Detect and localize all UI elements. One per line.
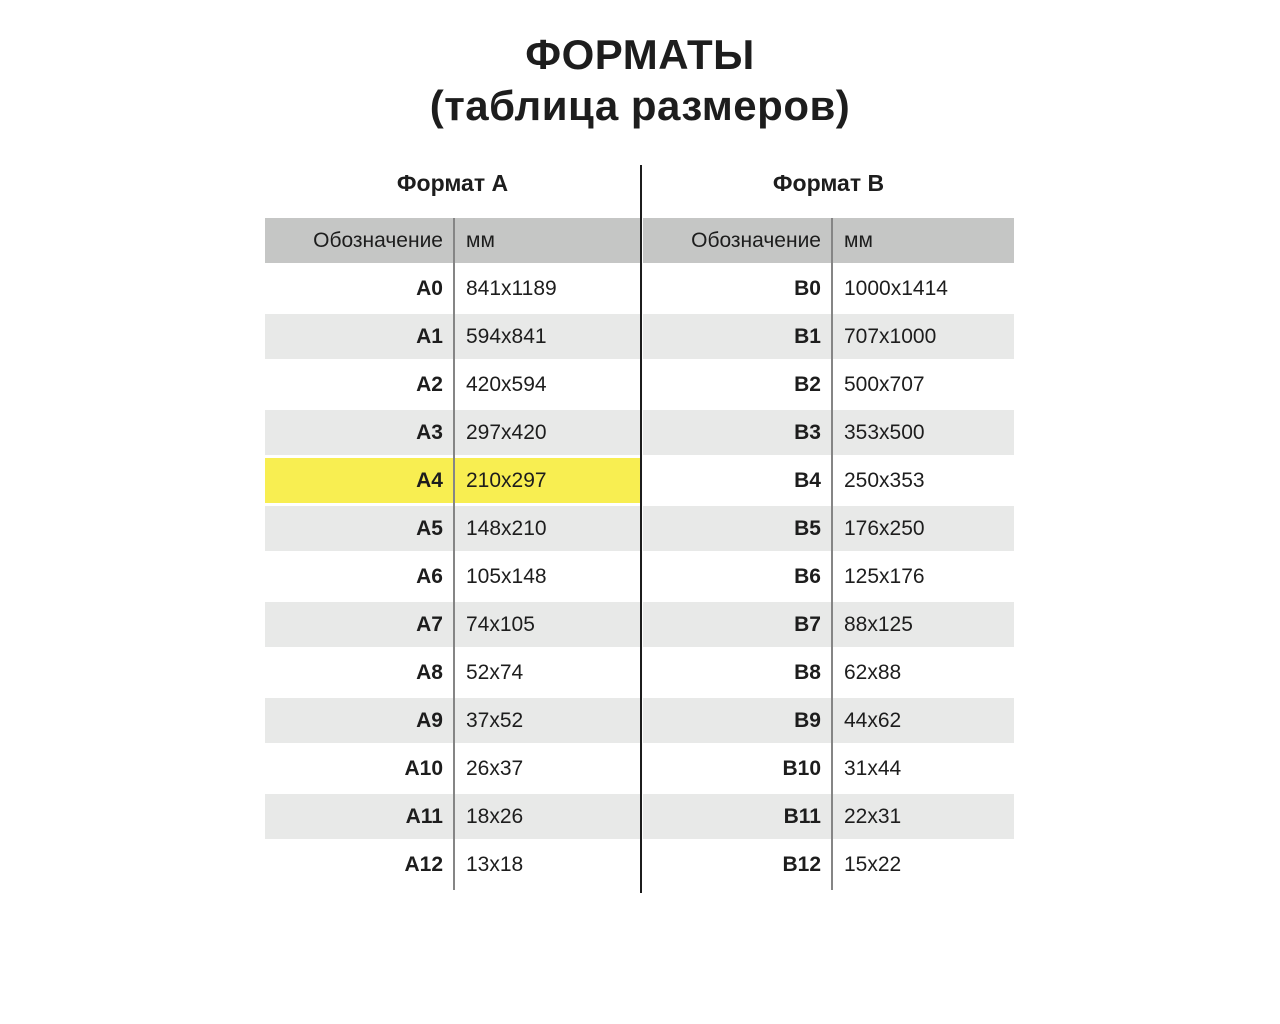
- format-b-table: [643, 218, 1014, 890]
- format-code: A11: [405, 804, 443, 828]
- format-size-mm: 62x88: [844, 660, 902, 684]
- format-code: A3: [416, 420, 443, 444]
- table-row: [643, 698, 1014, 746]
- format-code: A12: [404, 852, 443, 876]
- format-size-mm: 420x594: [466, 372, 547, 396]
- format-size-mm: 594x841: [466, 324, 547, 348]
- table-row: [643, 266, 1014, 314]
- format-size-mm: 297x420: [466, 420, 547, 444]
- format-size-mm: 22x31: [844, 804, 902, 828]
- table-row: [643, 410, 1014, 458]
- format-code: A2: [416, 372, 443, 396]
- format-code: B9: [794, 708, 821, 732]
- mm-column-header: мм: [844, 228, 873, 252]
- format-size-mm: 52x74: [466, 660, 524, 684]
- format-code: B2: [794, 372, 821, 396]
- format-size-mm: 1000x1414: [844, 276, 948, 300]
- format-size-mm: 105x148: [466, 564, 547, 588]
- format-size-mm: 37x52: [466, 708, 524, 732]
- format-size-mm: 500x707: [844, 372, 925, 396]
- center-divider-line: [640, 165, 642, 893]
- table-row: [643, 362, 1014, 410]
- format-code: A4: [416, 468, 443, 492]
- format-b-header-row: [643, 218, 1014, 266]
- format-b-heading: Формат В: [772, 170, 885, 196]
- format-code: B11: [783, 804, 821, 828]
- format-size-mm: 13x18: [466, 852, 524, 876]
- format-size-mm: 15x22: [844, 852, 902, 876]
- format-code: B6: [794, 564, 821, 588]
- format-size-mm: 210x297: [466, 468, 547, 492]
- format-size-mm: 18x26: [466, 804, 524, 828]
- format-code: A0: [416, 276, 443, 300]
- format-code: B10: [782, 756, 821, 780]
- format-size-mm: 176x250: [844, 516, 925, 540]
- format-size-mm: 74x105: [466, 612, 535, 636]
- format-code: B1: [794, 324, 821, 348]
- format-size-mm: 125x176: [844, 564, 925, 588]
- table-row: [643, 746, 1014, 794]
- format-code: A7: [416, 612, 443, 636]
- table-row: [643, 650, 1014, 698]
- title-line-1: ФОРМАТЫ: [525, 31, 755, 78]
- format-size-mm: 31x44: [844, 756, 902, 780]
- format-size-mm: 88x125: [844, 612, 913, 636]
- page-title: [0, 29, 1280, 131]
- table-row: [643, 314, 1014, 362]
- format-code: A9: [416, 708, 443, 732]
- format-size-mm: 148x210: [466, 516, 547, 540]
- format-code: B3: [794, 420, 821, 444]
- table-row: [643, 554, 1014, 602]
- designation-column-header: Обозначение: [691, 228, 821, 252]
- table-row: [643, 506, 1014, 554]
- title-line-2: (таблица размеров): [429, 82, 851, 129]
- format-code: B12: [782, 852, 821, 876]
- format-code: B7: [794, 612, 821, 636]
- format-a-heading: Формат А: [396, 170, 509, 196]
- format-b-column-separator-line: [831, 218, 833, 890]
- mm-column-header: мм: [466, 228, 495, 252]
- format-size-mm: 44x62: [844, 708, 902, 732]
- format-code: B0: [794, 276, 821, 300]
- format-size-mm: 353x500: [844, 420, 925, 444]
- table-row: [643, 458, 1014, 506]
- format-size-mm: 26x37: [466, 756, 524, 780]
- format-a-column-separator-line: [453, 218, 455, 890]
- format-size-mm: 841x1189: [466, 276, 557, 300]
- format-size-mm: 250x353: [844, 468, 925, 492]
- format-code: B4: [794, 468, 821, 492]
- table-row: [643, 842, 1014, 890]
- format-code: A10: [404, 756, 443, 780]
- format-code: A6: [416, 564, 443, 588]
- designation-column-header: Обозначение: [313, 228, 443, 252]
- table-row: [643, 602, 1014, 650]
- format-code: B8: [794, 660, 821, 684]
- format-code: A5: [416, 516, 443, 540]
- format-code: A8: [416, 660, 443, 684]
- format-code: A1: [416, 324, 443, 348]
- table-row: [643, 794, 1014, 842]
- format-a-table: [265, 218, 640, 890]
- format-code: B5: [794, 516, 821, 540]
- format-size-mm: 707x1000: [844, 324, 937, 348]
